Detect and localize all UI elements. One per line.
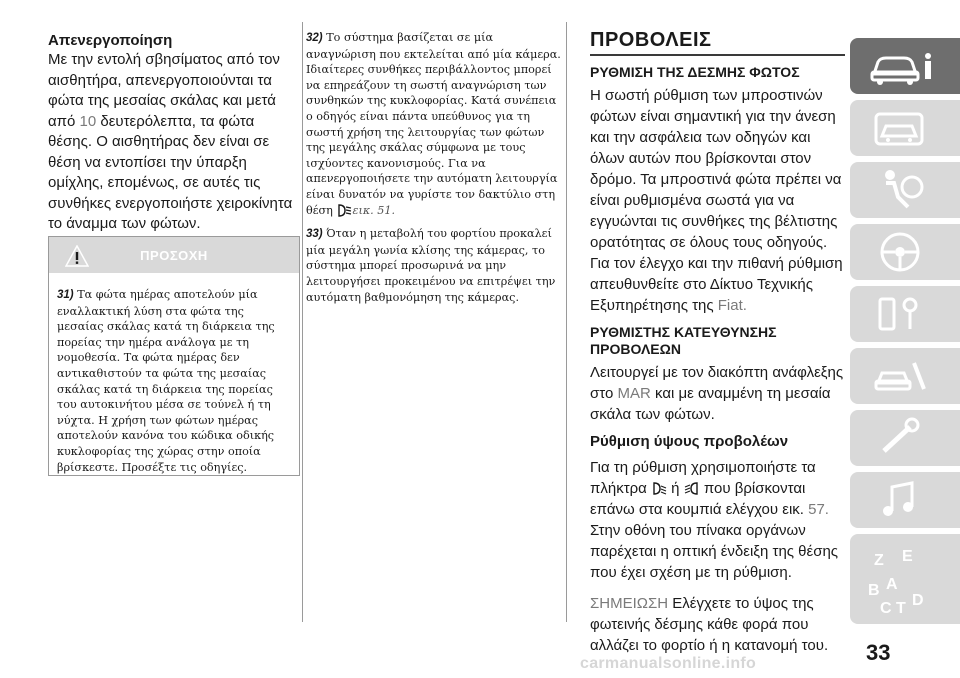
car-dashboard-icon: [870, 106, 930, 150]
tab-maintenance[interactable]: [850, 348, 960, 404]
svg-text:E: E: [902, 548, 913, 565]
column-2: [306, 30, 561, 305]
tab-emergency[interactable]: [850, 286, 960, 342]
svg-text:Z: Z: [874, 552, 884, 569]
warning-note-31: 31) Τα φώτα ημέρας αποτελούν μία εναλλακτική λύση στα φώτα της μεσαίας σκάλας κατά τη διάρκεια της πορείας την ημέρα ανάλογα με τη νομοθεσία. Τα φώτα ημέρας δεν αντικαθιστούν τα φώτα της μεσαίας σκάλας κατά τη διάρκεια της πορείας του αυτοκινήτου μέσα σε τούνελ ή τη νύχτα. Η χρήση των φώτων ημέρας αποτελούν κανόνα του κώδικα οδικής κυκλοφορίας της χώρας στην οποία βρίσκεστε. Προσέξτε τις οδηγίες.: [57, 288, 275, 474]
alphabet-index-icon: [862, 539, 942, 619]
warning-title: ΠΡΟΣΟΧΗ: [140, 248, 208, 263]
svg-text:D: D: [912, 592, 924, 609]
tab-dashboard[interactable]: [850, 100, 960, 156]
column-divider-left: [302, 22, 303, 622]
note-32: 32) Το σύστημα βασίζεται σε μία αναγνώριση που εκτελείται από μία κάμερα. Ιδιαίτερες συνθήκες περιβάλλοντος μπορεί να επηρεάζουν τη σωστή αναγνώριση των συνθηκών της κυκλοφορίας. Κατά συνέπεια ο οδηγός είναι πάντα υπεύθυνος για τη σωστή χρήση της λειτουργίας των φώτων της μεγάλης σκάλας σύμφωνα με τους ισχύοντες κανονισμούς. Για να απενεργοποιήσετε την αυτόματη λειτουργία είναι δυνατόν να γυρίστε τον δακτύλιο στη θέση εικ. 51.: [306, 31, 561, 217]
column-divider-right: [566, 22, 567, 622]
height-text: Για τη ρύθμιση χρησιμοποιήστε τα πλήκτρα ή που βρίσκονται επάνω στα κουμπιά ελέγχου εικ. 57. Στην οθόνη του πίνακα οργάνων παρέχεται η οπτική ένδειξη της θέσης που έχει σχέση με τη ρύθμιση.: [590, 459, 839, 581]
section-heading-deactivation: Απενεργοποίηση: [48, 32, 173, 49]
page-title: ΠΡΟΒΟΛΕΙΣ: [590, 29, 712, 51]
section-heading-beam-adjust: ΡΥΘΜΙΣΗ ΤΗΣ ΔΕΣΜΗΣ ΦΩΤΟΣ: [590, 64, 800, 80]
section-heading-leveling: ΡΥΘΜΙΣΤΗΣ ΚΑΤΕΥΘΥΝΣΗΣ ΠΡΟΒΟΛΕΩΝ: [590, 324, 777, 357]
svg-text:C: C: [880, 600, 892, 617]
note-33: 33) Όταν η μεταβολή του φορτίου προκαλεί μία μεγάλη γωνία κλίσης της κάμερας, το σύστημα μπορεί προσωρινά να μην λειτουργήσει προκειμένου να επιτρέψει την αυτόματη βαθμονόμηση της κάμερας.: [306, 227, 556, 304]
headlight-up-icon: [684, 482, 700, 496]
note-text: ΣΗΜΕΙΩΣΗ Ελέγχετε το ύψος της φωτεινής δέσμης κάθε φορά που αλλάζει το φορτίο ή η κατανομή του.: [590, 595, 829, 654]
column-1: [48, 0, 300, 235]
tab-car-info[interactable]: [850, 38, 960, 94]
tab-index[interactable]: [850, 534, 960, 624]
beam-adjust-text: Η σωστή ρύθμιση των μπροστινών φώτων είναι σημαντική για την άνεση και την ασφάλεια των οδηγών και όλων αυτών που βρίσκονται στον δρόμο. Τα μπροστινά φώτα πρέπει να είναι ρυθμισμένα σωστά για να εγγυώνται τις συνθήκες της βέλτιστης ορατότητας σε όλους τους οδηγούς. Για τον έλεγχο και την πιθανή ρύθμιση απευθυνθείτε στο Δίκτυο Τεχνικής Εξυπηρέτησης της Fiat.: [590, 87, 843, 314]
title-underline: [590, 54, 845, 56]
car-info-icon: [868, 46, 938, 86]
warning-box: [48, 236, 300, 476]
tab-technical[interactable]: [850, 410, 960, 466]
tab-driving[interactable]: [850, 224, 960, 280]
music-note-icon: [870, 477, 930, 523]
steering-wheel-icon: [870, 229, 930, 275]
leveling-text: Λειτουργεί με τον διακόπτη ανάφλεξης στο MAR και με αναμμένη τη μεσαία σκάλα των φώτων.: [590, 364, 844, 423]
headlight-beam-icon: [336, 204, 352, 217]
deactivation-text: Με την εντολή σβησίματος από τον αισθητήρα, απενεργοποιούνται τα φώτα της μεσαίας σκάλας και μετά από 10 δευτερόλεπτα, τα φώτα θέσης. Ο αισθητήρας δεν είναι σε θέση να εντοπίσει την ύπαρξη ομίχλης, επομένως, σε αυτές τις συνθήκες ενεργοποιήστε χειροκίνητα το άναμμα των φώτων.: [48, 51, 293, 232]
column-3: [590, 0, 845, 662]
airbag-icon: [870, 167, 930, 213]
svg-text:B: B: [868, 582, 880, 599]
svg-text:A: A: [886, 576, 898, 593]
warning-header: [49, 237, 299, 273]
headlight-down-icon: [651, 482, 667, 496]
tab-multimedia[interactable]: [850, 472, 960, 528]
tab-safety[interactable]: [850, 162, 960, 218]
section-heading-height: Ρύθμιση ύψους προβολέων: [590, 433, 789, 450]
svg-text:T: T: [896, 600, 906, 617]
watermark: carmanualsonline.info: [580, 655, 757, 672]
wrench-icon: [870, 415, 930, 461]
page-number: 33: [866, 640, 891, 665]
car-service-icon: [870, 353, 930, 399]
fuel-key-icon: [870, 291, 930, 337]
